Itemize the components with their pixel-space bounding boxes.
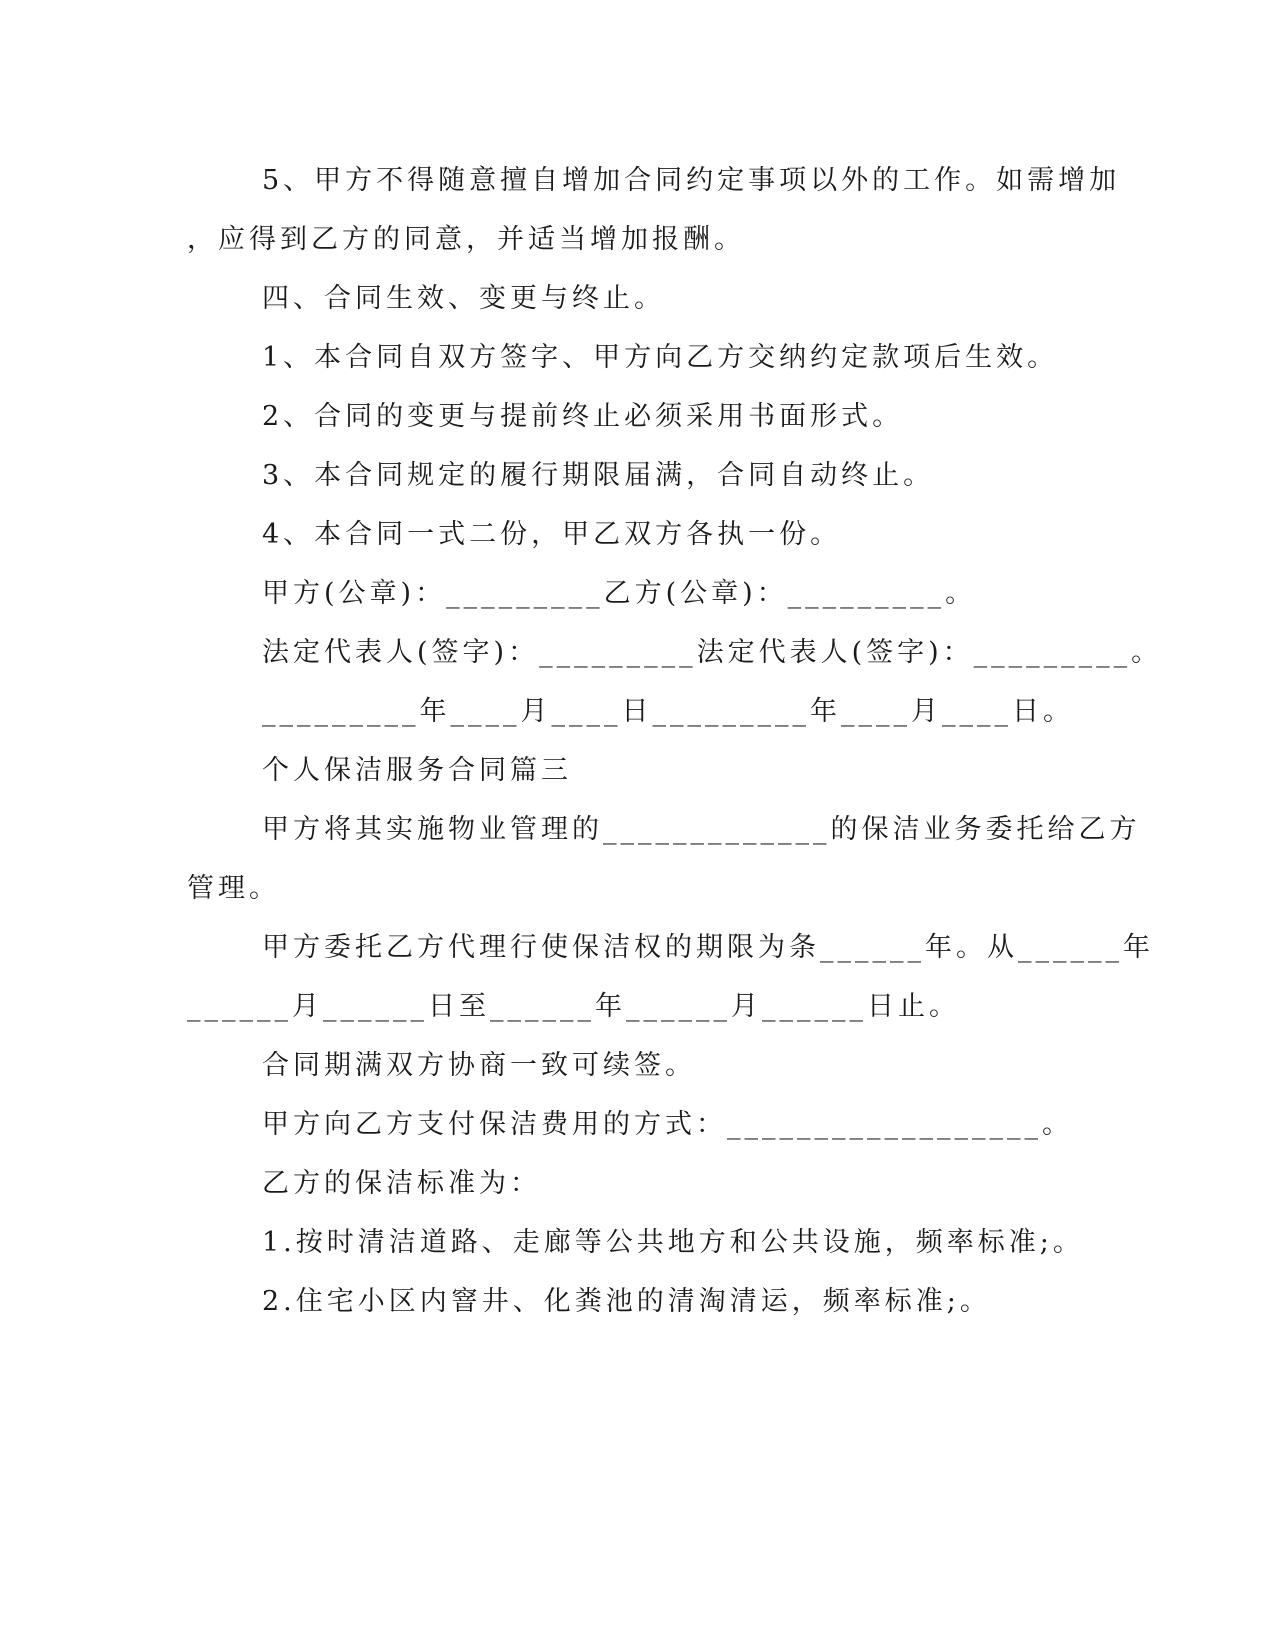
paragraph-line: 管理。 bbox=[187, 873, 280, 904]
paragraph-line: 乙方的保洁标准为： bbox=[262, 1168, 541, 1199]
paragraph-line: 1、本合同自双方签字、甲方向乙方交纳约定款项后生效。 bbox=[262, 342, 1059, 373]
paragraph-line: 2、合同的变更与提前终止必须采用书面形式。 bbox=[262, 401, 904, 432]
paragraph-line: 5、甲方不得随意擅自增加合同约定事项以外的工作。如需增加 bbox=[262, 165, 1121, 196]
list-item: 1.按时清洁道路、走廊等公共地方和公共设施，频率标准;。 bbox=[262, 1227, 1084, 1258]
paragraph-line: 3、本合同规定的履行期限届满，合同自动终止。 bbox=[262, 460, 935, 491]
section-heading: 四、合同生效、变更与终止。 bbox=[262, 283, 665, 314]
signature-line-seal: 甲方(公章)：_________乙方(公章)：_________。 bbox=[262, 578, 977, 609]
section-title: 个人保洁服务合同篇三 bbox=[262, 755, 572, 786]
list-item: 2.住宅小区内窨井、化粪池的清淘清运，频率标准;。 bbox=[262, 1286, 991, 1317]
paragraph-line: 4、本合同一式二份，甲乙双方各执一份。 bbox=[262, 519, 842, 550]
paragraph-line: ，应得到乙方的同意，并适当增加报酬。 bbox=[187, 224, 745, 255]
paragraph-line: ______月______日至______年______月______日止。 bbox=[187, 991, 960, 1022]
signature-line-date: _________年____月____日_________年____月____日。 bbox=[262, 696, 1074, 727]
paragraph-line: 甲方委托乙方代理行使保洁权的期限为条______年。从______年 bbox=[262, 932, 1154, 963]
paragraph-line: 合同期满双方协商一致可续签。 bbox=[262, 1050, 696, 1081]
paragraph-line: 甲方将其实施物业管理的_____________的保洁业务委托给乙方 bbox=[262, 814, 1141, 845]
paragraph-line: 甲方向乙方支付保洁费用的方式：__________________。 bbox=[262, 1109, 1073, 1140]
signature-line-representative: 法定代表人(签字)：_________法定代表人(签字)：_________。 bbox=[262, 637, 1163, 668]
